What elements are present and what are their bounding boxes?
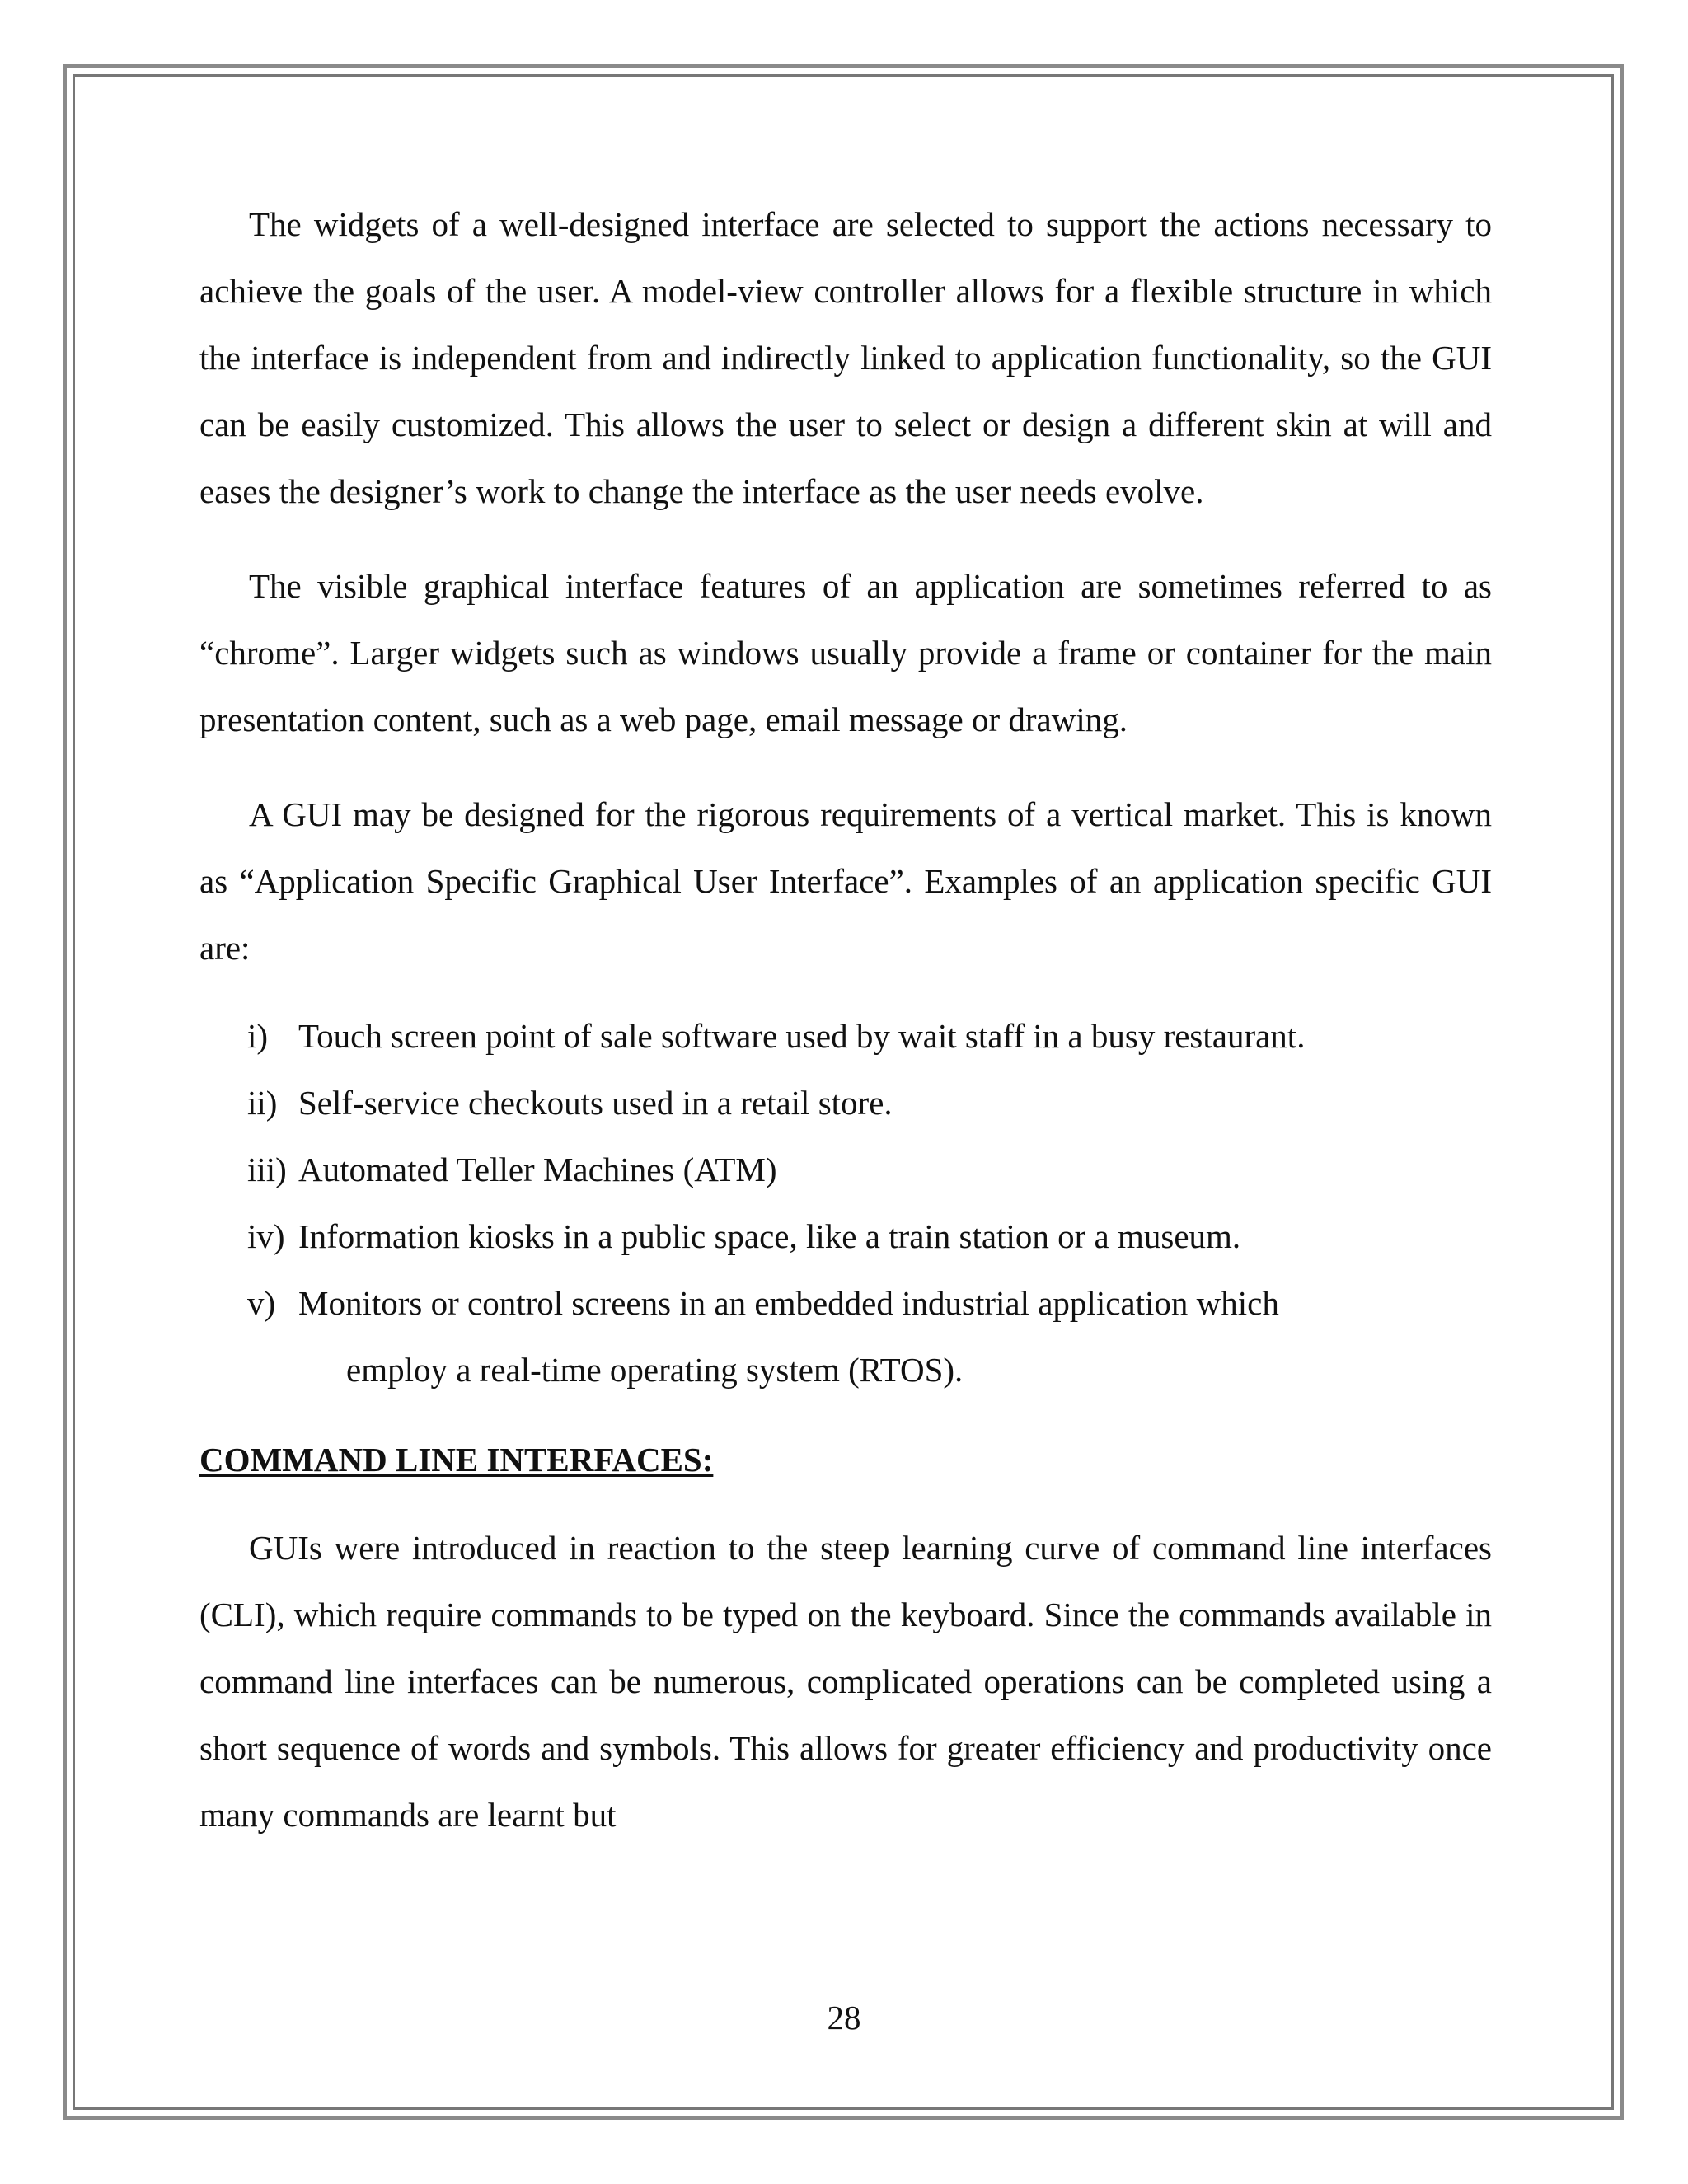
list-item <box>199 1203 1492 1270</box>
paragraph-widgets: The widgets of a well-designed interface are selected to support the actions necessary to achieve the goals of the user. A model-view controller allows for a flexible structure in which the interface is independent from and indirectly linked to application functionality, so the GUI can be easily customized. This allows the user to select or design a different skin at will and eases the designer’s work to change the interface as the user needs evolve. <box>199 205 1492 510</box>
page-number: 28 <box>827 1999 861 2036</box>
list-item-text: Self-service checkouts used in a retail store. <box>298 1084 893 1122</box>
list-item <box>199 1137 1492 1203</box>
list-item-text: Information kiosks in a public space, like a train station or a museum. <box>298 1217 1241 1255</box>
list-marker: iv) <box>247 1217 285 1255</box>
examples-list <box>199 1003 1492 1404</box>
list-item <box>199 1070 1492 1137</box>
list-marker: v) <box>247 1284 276 1322</box>
list-marker: iii) <box>247 1151 287 1188</box>
list-marker: ii) <box>247 1084 278 1122</box>
paragraph-application-specific-gui: A GUI may be designed for the rigorous requirements of a vertical market. This is known as “Application Specific Graphical User Interface”. Examples of an application specific GUI are: <box>199 795 1492 967</box>
paragraph-cli: GUIs were introduced in reaction to the steep learning curve of command line interfaces (CLI), which require commands to be typed on the keyboard. Since the commands available in command line interfaces can be numerous, complicated operations can be completed using a short sequence of words and symbols. This allows for greater efficiency and productivity once many commands are learnt but <box>199 1529 1492 1834</box>
list-item-continuation: employ a real-time operating system (RTOS). <box>346 1351 964 1389</box>
list-item <box>199 1270 1492 1404</box>
list-marker: i) <box>247 1017 269 1055</box>
list-item-text: Automated Teller Machines (ATM) <box>298 1151 777 1188</box>
list-item-text: Touch screen point of sale software used by wait staff in a busy restaurant. <box>298 1017 1306 1055</box>
list-item-text: Monitors or control screens in an embedded industrial application which <box>298 1284 1279 1322</box>
list-item <box>199 1003 1492 1070</box>
paragraph-chrome: The visible graphical interface features of an application are sometimes referred to as “chrome”. Larger widgets such as windows usually provide a frame or container for the main presentation content, such as a web page, email message or drawing. <box>199 567 1492 738</box>
section-heading: COMMAND LINE INTERFACES: <box>199 1441 714 1479</box>
page-content <box>199 191 1492 1877</box>
